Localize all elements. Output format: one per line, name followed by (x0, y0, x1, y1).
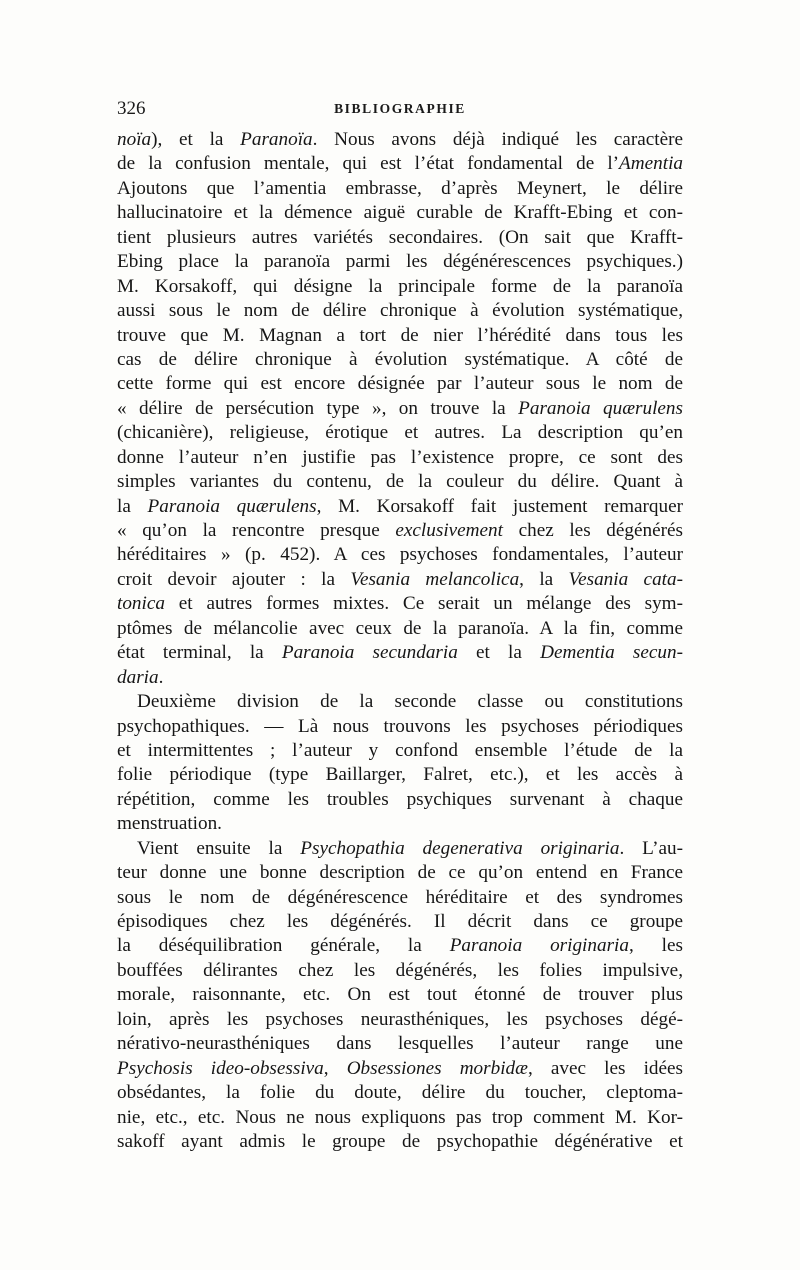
running-title: BIBLIOGRAPHIE (334, 101, 466, 116)
body-text (117, 128, 683, 1154)
text-line: épisodiques chez les dégénérés. Il décrit dans ce groupe (117, 911, 683, 932)
text-line: trouve que M. Magnan a tort de nier l’hérédité dans tous les (117, 324, 683, 346)
text-line: Vient ensuite la Psychopathia degenerativa originaria. L’au- (137, 837, 683, 859)
text-line: « qu’on la rencontre presque exclusivement chez les dégénérés (117, 520, 683, 541)
text-line: loin, après les psychoses neurasthéniques, les psychoses dégé- (117, 1008, 683, 1030)
text-line: M. Korsakoff, qui désigne la principale forme de la paranoïa (117, 275, 683, 297)
text-line: tient plusieurs autres variétés secondaires. (On sait que Krafft- (117, 226, 683, 248)
text-line: « délire de persécution type », on trouve la Paranoia quærulens (117, 397, 683, 419)
text-line: menstruation. (117, 813, 222, 835)
page-header (117, 98, 683, 124)
text-line: aussi sous le nom de délire chronique à évolution systématique, (117, 300, 683, 322)
text-line: psychopathiques. — Là nous trouvons les psychoses périodiques (117, 715, 683, 737)
text-line: Ebing place la paranoïa parmi les dégénérescences psychiques.) (117, 251, 683, 273)
text-line: et intermittentes ; l’auteur y confond ensemble l’étude de la (117, 739, 683, 761)
text-line: la Paranoia quærulens, M. Korsakoff fait justement remarquer (117, 495, 683, 517)
text-line: Ajoutons que l’amentia embrasse, d’après Meynert, le délire (117, 177, 683, 199)
text-line: (chicanière), religieuse, érotique et autres. La description qu’en (117, 422, 683, 444)
text-line: état terminal, la Paranoia secundaria et la Dementia secun- (117, 642, 683, 664)
text-line: ptômes de mélancolie avec ceux de la paranoïa. A la fin, comme (117, 617, 683, 639)
text-line: obsédantes, la folie du doute, délire du toucher, cleptoma- (117, 1082, 683, 1104)
text-line: bouffées délirantes chez les dégénérés, les folies impulsive, (117, 959, 683, 981)
text-line: sous le nom de dégénérescence héréditaire et des syndromes (117, 886, 683, 908)
text-line: nie, etc., etc. Nous ne nous expliquons pas trop comment M. Kor- (117, 1106, 683, 1128)
text-line: noïa), et la Paranoïa. Nous avons déjà indiqué les caractère (117, 129, 683, 150)
text-line: hallucinatoire et la démence aiguë curable de Krafft-Ebing et con- (117, 202, 683, 224)
text-line: de la confusion mentale, qui est l’état fondamental de l’Amentia (117, 153, 683, 175)
text-line: morale, raisonnante, etc. On est tout étonné de trouver plus (117, 984, 683, 1006)
text-line: simples variantes du contenu, de la couleur du délire. Quant à (117, 471, 683, 493)
text-line: folie périodique (type Baillarger, Falret, etc.), et les accès à (117, 764, 683, 786)
text-line: daria. (117, 666, 164, 688)
text-line: Psychosis ideo-obsessiva, Obsessiones morbidæ, avec les idées (117, 1057, 683, 1079)
text-line: répétition, comme les troubles psychiques survenant à chaque (117, 788, 683, 810)
text-line: sakoff ayant admis le groupe de psychopathie dégénérative et (117, 1130, 683, 1152)
text-line: la déséquilibration générale, la Paranoia originaria, les (117, 935, 683, 957)
text-line: Deuxième division de la seconde classe ou constitutions (137, 691, 683, 713)
text-line: cas de délire chronique à évolution systématique. A côté de (117, 348, 683, 370)
text-line: héréditaires » (p. 452). A ces psychoses fondamentales, l’auteur (117, 544, 683, 566)
text-line: teur donne une bonne description de ce qu’on entend en France (117, 862, 683, 884)
text-line: tonica et autres formes mixtes. Ce serait un mélange des sym- (117, 593, 683, 615)
text-line: croit devoir ajouter : la Vesania melancolica, la Vesania cata- (117, 568, 683, 590)
page-number: 326 (117, 98, 146, 119)
text-line: cette forme qui est encore désignée par l’auteur sous le nom de (117, 373, 683, 395)
text-line: nérativo-neurasthéniques dans lesquelles l’auteur range une (117, 1033, 683, 1055)
text-line: donne l’auteur n’en justifie pas l’existence propre, ce sont des (117, 446, 683, 468)
